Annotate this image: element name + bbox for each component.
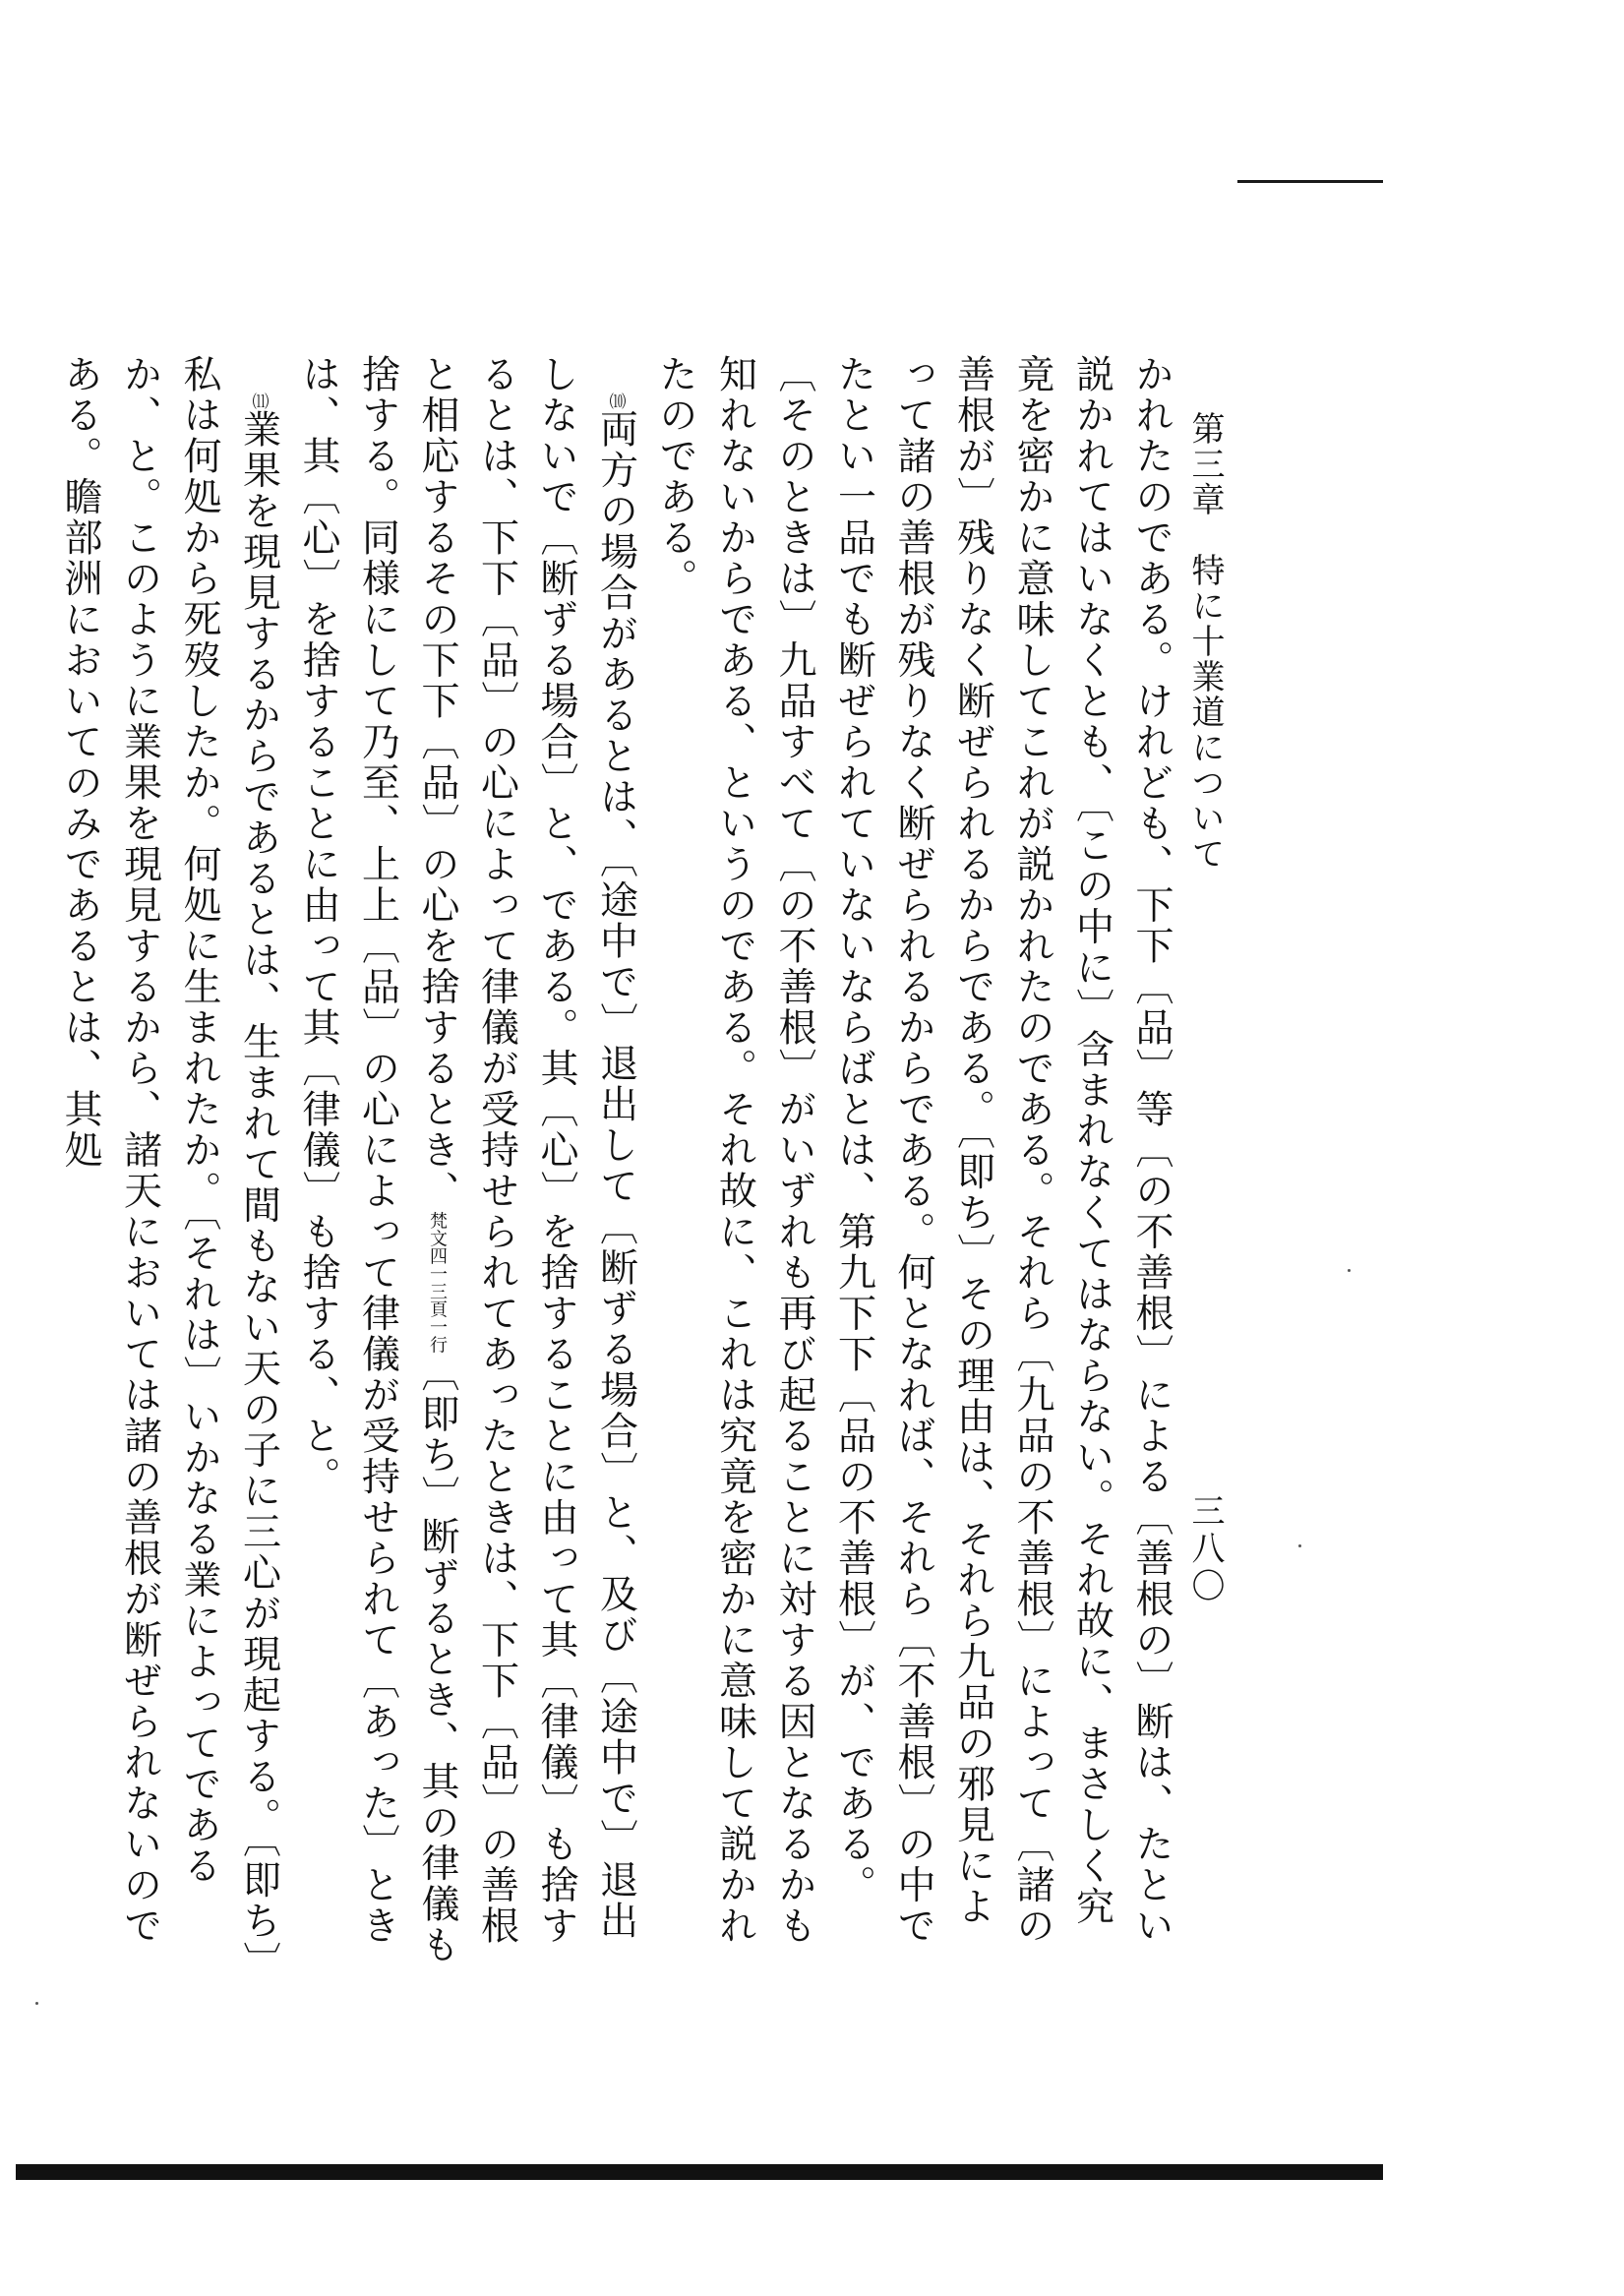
page-number: 三八〇 bbox=[1185, 1493, 1225, 1605]
scan-speck bbox=[35, 2002, 38, 2005]
sanskrit-page-reference: 梵文四一三頁一行 bbox=[427, 1211, 448, 1354]
paragraph-2-part-1: 両方の場合があるとは、〔途中で〕退出して〔断ずる場合〕と、及び〔途中で〕退出しないで〔断ずる場合〕と、である。其〔心〕を捨することに由って其〔律儀〕も捨するとは、下下〔品〕の心によって律儀が受持せられてあったときは、下下〔品〕の善根と相応するその下下〔品〕の心を捨するとき、 bbox=[415, 354, 638, 1947]
paragraph-3-text: 業果を現見するからであるとは、生まれて間もない天の子に三心が現起する。〔即ち〕私は何処から死歿したか。何処に生まれたか。〔それは〕いかなる業によってであるか、と。このように業果を現見するから、諸天においては諸の善根が断ぜられないのである。瞻部洲においてのみであるとは、其処 bbox=[58, 354, 281, 1964]
running-head: 第三章 特に十業道について bbox=[1185, 411, 1225, 872]
paragraph-2-part-2: 〔即ち〕断ずるとき、其の律儀も捨する。同様にして乃至、上上〔品〕の心によって律儀が受持せられて〔あった〕ときは、其〔心〕を捨することに由って其〔律儀〕も捨する、と。 bbox=[296, 354, 459, 1965]
paragraph-3 bbox=[50, 354, 288, 1967]
paragraph-2 bbox=[288, 354, 645, 1967]
body-text bbox=[58, 354, 1180, 1967]
paragraph-1: かれたのである。けれども、下下〔品〕等〔の不善根〕による〔善根の〕断は、たとい説かれてはいなくとも、〔この中に〕含まれなくてはならない。それ故に、まさしく究竟を密かに意味してこれが説かれたのである。それら〔九品の不善根〕によって〔諸の善根が〕残りなく断ぜられるからである。〔即ち〕その理由は、それら九品の邪見によって諸の善根が残りなく断ぜられるからである。何となれば、それら〔不善根〕の中でたとい一品でも断ぜられていないならばとは、第九下下〔品の不善根〕が、である。〔そのときは〕九品すべて〔の不善根〕がいずれも再び起ることに対する因となるかも知れないからである、というのである。それ故に、これは究竟を密かに意味して説かれたのである。 bbox=[653, 354, 1173, 1947]
bottom-scan-edge bbox=[16, 2164, 1383, 2180]
scan-speck bbox=[1348, 1269, 1351, 1272]
top-rule bbox=[1237, 180, 1383, 183]
note-number-11: ⑾ bbox=[248, 393, 269, 409]
note-number-10: ⑽ bbox=[605, 393, 626, 409]
scan-speck bbox=[1298, 1544, 1301, 1547]
